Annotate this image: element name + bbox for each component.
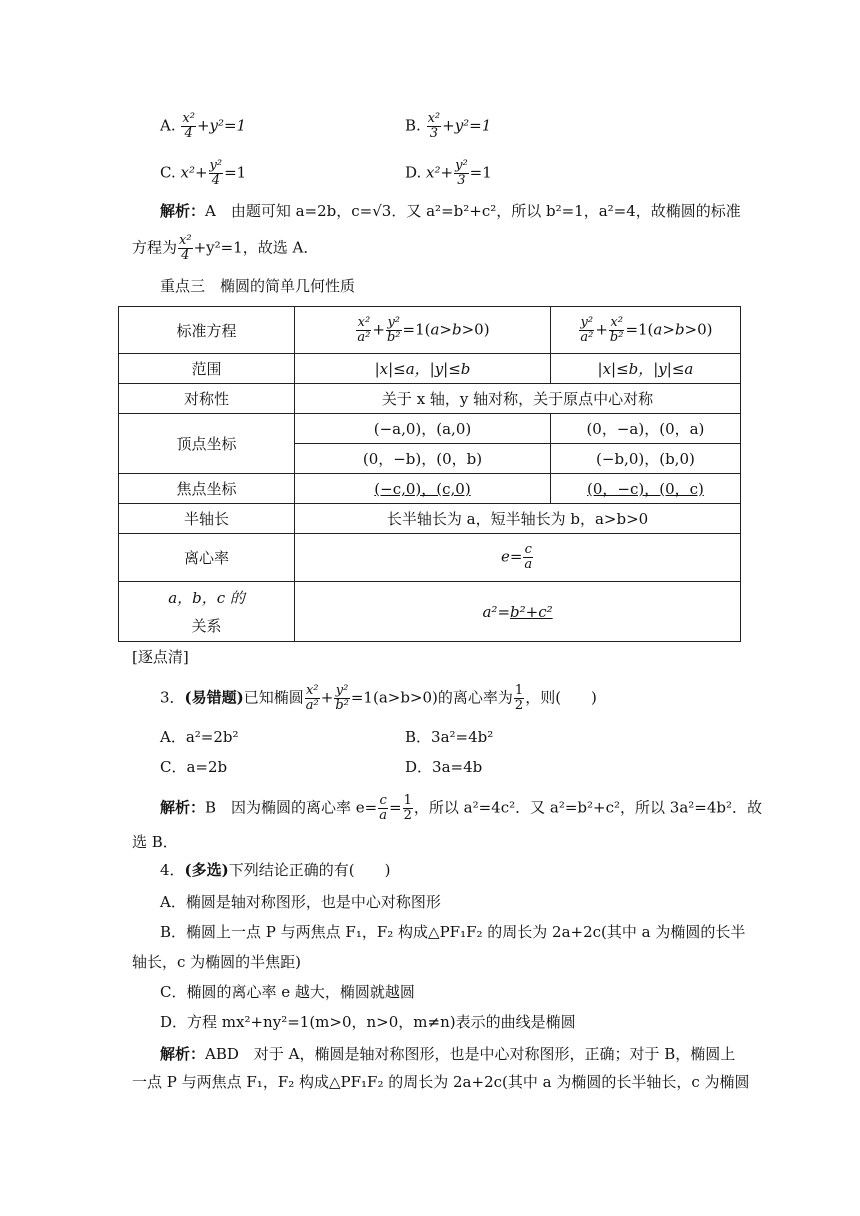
q2-option-c: C. x²+ $\frac{\text{y²}}{4}$ =1 [160, 158, 247, 188]
q3-analysis-line1: 解析：B 因为椭圆的离心率 e= $\frac{c}{a}$ = $\frac{1}{2}$ ，所以 a²=4c²．又 a²=b²+c²，所以 3a²=4b²．故 [160, 793, 763, 823]
q3-stem: 3．(易错题)已知椭圆 $\frac{\text{x²}}{\text{a²}}$ + $\frac{\text{y²}}{\text{b²}}$ =1(a>b>0)的离心率为 $\frac{1}{2}$ ，则( ) [160, 683, 597, 713]
table-cell-label: 半轴长 [119, 504, 295, 534]
table-row [119, 354, 741, 384]
q4-option-b-line1: B．椭圆上一点 P 与两焦点 F₁，F₂ 构成△PF₁F₂ 的周长为 2a+2c(其中 a 为椭圆的长半 [160, 923, 746, 941]
q3-option-b: B．3a²=4b² [405, 728, 494, 746]
section-title: 重点三 椭圆的简单几何性质 [160, 277, 356, 295]
table-row [119, 534, 741, 582]
table-cell-label: 离心率 [119, 534, 295, 582]
q3-option-d: D．3a=4b [405, 758, 483, 776]
q2-analysis-line1: 解析：A 由题可知 a=2b，c=√3．又 a²=b²+c²，所以 b²=1，a²=4，故椭圆的标准 [160, 202, 741, 220]
table-cell: (−b,0)，(b,0) [550, 444, 740, 474]
table-cell-label: 标准方程 [119, 307, 295, 354]
table-cell: $\frac{\text{y²}}{\text{a²}}$ + $\frac{\text{x²}}{\text{b²}}$ =1(a>b>0) [550, 307, 740, 354]
q2-option-a: A. $\frac{\text{x²}}{4}$ +y²=1 [160, 111, 247, 141]
table-row [119, 474, 741, 504]
q4-option-a: A．椭圆是轴对称图形，也是中心对称图形 [160, 893, 441, 911]
table-row [119, 384, 741, 414]
table-cell: $\frac{\text{x²}}{\text{a²}}$ + $\frac{\text{y²}}{\text{b²}}$ =1(a>b>0) [295, 307, 551, 354]
table-row [119, 582, 741, 642]
q4-analysis-line2: 一点 P 与两焦点 F₁，F₂ 构成△PF₁F₂ 的周长为 2a+2c(其中 a 为椭圆的长半轴长，c 为椭圆 [132, 1073, 750, 1091]
table-row [119, 504, 741, 534]
q4-option-b-line2: 轴长，c 为椭圆的半焦距) [132, 953, 302, 971]
table-cell: e= $\frac{c}{a}$ [295, 534, 741, 582]
q2-option-b: B. $\frac{\text{x²}}{3}$ +y²=1 [405, 111, 492, 141]
table-cell-label: 对称性 [119, 384, 295, 414]
q4-option-d: D．方程 mx²+ny²=1(m>0，n>0，m≠n)表示的曲线是椭圆 [160, 1013, 576, 1031]
table-cell: (0，−c)，(0，c) [550, 474, 740, 504]
table-cell: a²=b²+c² [295, 582, 741, 642]
q3-analysis-line2: 选 B． [132, 833, 178, 851]
table-cell: |x|≤b，|y|≤a [550, 354, 740, 384]
q4-stem: 4．(多选)下列结论正确的有( ) [160, 861, 391, 879]
table-cell-label: 范围 [119, 354, 295, 384]
q4-option-c: C．椭圆的离心率 e 越大，椭圆就越圆 [160, 983, 415, 1001]
table-row [119, 307, 741, 354]
table-cell-label: a，b，c 的 关系 [119, 582, 295, 642]
table-cell: 长半轴长为 a，短半轴长为 b，a>b>0 [295, 504, 741, 534]
table-cell: (0，−b)，(0，b) [295, 444, 551, 474]
table-cell: (0，−a)，(0，a) [550, 414, 740, 444]
table-cell-label: 焦点坐标 [119, 474, 295, 504]
section-note: [逐点清] [132, 648, 189, 666]
table-cell: 关于 x 轴，y 轴对称，关于原点中心对称 [295, 384, 741, 414]
q3-option-c: C．a=2b [160, 758, 228, 776]
q2-analysis-line2: 方程为 $\frac{\text{x²}}{4}$ +y²=1，故选 A． [132, 233, 319, 263]
ellipse-properties-table [118, 306, 741, 642]
table-cell: (−a,0)，(a,0) [295, 414, 551, 444]
table-cell-label: 顶点坐标 [119, 414, 295, 474]
q2-option-d: D. x²+ $\frac{\text{y²}}{3}$ =1 [405, 158, 492, 188]
table-row [119, 414, 741, 444]
q4-analysis-line1: 解析：ABD 对于 A，椭圆是轴对称图形，也是中心对称图形，正确；对于 B，椭圆上 [160, 1045, 736, 1063]
q3-option-a: A．a²=2b² [160, 728, 239, 746]
table-cell: |x|≤a，|y|≤b [295, 354, 551, 384]
table-cell: (−c,0)，(c,0) [295, 474, 551, 504]
